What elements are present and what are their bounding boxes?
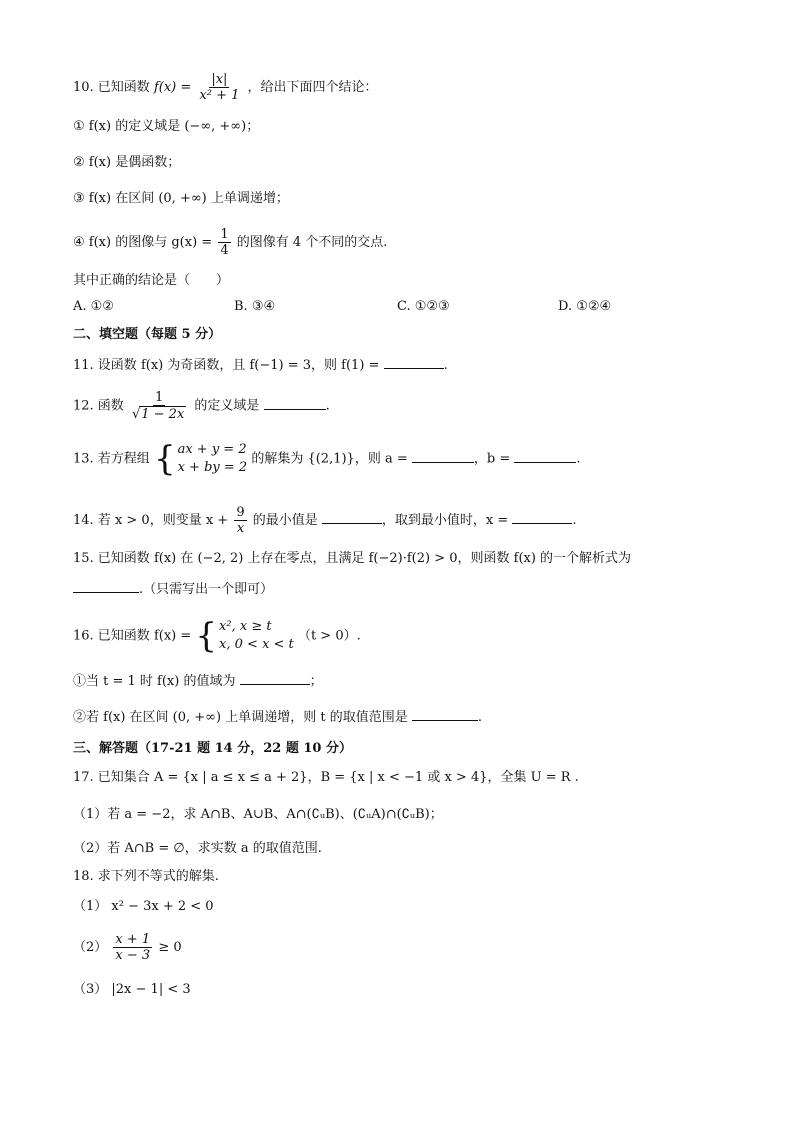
q10-option-d: D. ①②④ (558, 299, 612, 314)
q13-brace: { (153, 439, 176, 479)
q12-suffix: 的定义域是 (194, 398, 260, 414)
q10-frac-num: |x| (211, 72, 228, 87)
q15-line-2-text: .（只需写出一个即可） (139, 582, 274, 597)
q14-num: 9 (236, 505, 245, 520)
q18-sub-2-den: x − 3 (115, 948, 151, 963)
q11-text: 11. 设函数 f(x) 为奇函数，且 f(−1) = 3，则 f(1) = (73, 358, 380, 373)
q13: 13. 若方程组 { ax + y = 2 x + by = 2 的解集为 {(2,1)}，则 a = ，b = . (73, 439, 581, 479)
q12-fraction (130, 390, 188, 422)
q11: 11. 设函数 f(x) 为奇函数，且 f(−1) = 3，则 f(1) = . (73, 354, 448, 376)
q14-fraction (234, 505, 246, 536)
q12-blank (264, 395, 326, 410)
q10-conclusion-4 (73, 227, 387, 258)
q18-sub-2-suffix: ≥ 0 (158, 940, 182, 955)
q16-suffix: （t > 0）. (297, 628, 361, 644)
q15-line-1: 15. 已知函数 f(x) 在 (−2, 2) 上存在零点，且满足 f(−2)·f(2) > 0，则函数 f(x) 的一个解析式为 (73, 551, 632, 566)
q10-option-c: C. ①②③ (397, 299, 450, 314)
q12-den: 1 − 2x (141, 407, 185, 422)
q16-sub-1: ①当 t = 1 时 f(x) 的值域为 ； (73, 670, 323, 692)
q13-row-2: x + by = 2 (177, 460, 248, 475)
q18-sub-3: （3） |2x − 1| < 3 (73, 982, 191, 997)
q14: 14. 若 x > 0，则变量 x + $\frac{9}{x}$ 的最小值是 ，取到最小值时，x = . (73, 505, 577, 536)
q15-blank (73, 578, 139, 593)
q16-brace: { (195, 616, 218, 656)
q14-prefix: 14. 若 x > 0，则变量 x + (73, 513, 229, 528)
q10-option-a: A. ①② (73, 299, 114, 314)
q18-sub-1: （1） x² − 3x + 2 < 0 (73, 899, 214, 914)
q13-row-1: ax + y = 2 (177, 442, 247, 457)
q10-ask: 其中正确的结论是（ ） (73, 273, 230, 288)
q13-sep: ，b = (473, 451, 511, 467)
q10-conclusion-2: ② f(x) 是偶函数； (73, 155, 181, 170)
q10-c4-num: 1 (220, 227, 229, 242)
q16-blank-1 (240, 670, 310, 685)
q10-c4-prefix: ④ f(x) 的图像与 g(x) = (73, 235, 213, 250)
q10-frac-den: x² + 1 (199, 88, 240, 103)
q16-piecewise (195, 618, 293, 654)
q12-num: 1 (154, 390, 164, 405)
q10-suffix: ，给出下面四个结论： (247, 80, 378, 95)
q10-c4-den: 4 (220, 243, 229, 258)
q16-row-2: x, 0 < x < t (219, 637, 294, 652)
q10-conclusion-3: ③ f(x) 在区间 (0, +∞) 上单调递增； (73, 191, 289, 206)
q17-stem: 17. 已知集合 A = {x | a ≤ x ≤ a + 2}，B = {x | x < −1 或 x > 4}，全集 U = R . (73, 770, 579, 785)
q10-option-b: B. ③④ (234, 299, 276, 314)
q10-c4-suffix: 的图像有 4 个不同的交点. (236, 235, 388, 250)
section-3-heading: 三、解答题（17-21 题 14 分，22 题 10 分） (73, 741, 353, 756)
q16-sub-2: ②若 f(x) 在区间 (0, +∞) 上单调递增，则 t 的取值范围是 . (73, 706, 482, 728)
q17-sub-1: （1）若 a = −2，求 A∩B、A∪B、A∩(∁ᵤB)、(∁ᵤA)∩(∁ᵤB)； (73, 807, 443, 822)
q18-sub-2-num: x + 1 (115, 932, 151, 947)
q16-blank-2 (412, 706, 478, 721)
q11-blank (384, 354, 444, 369)
q12-den-wrap: √1 − 2x (131, 407, 185, 422)
q13-blank-a (412, 448, 474, 463)
q10-stem (73, 72, 378, 103)
q16-sub-2-text: ②若 f(x) 在区间 (0, +∞) 上单调递增，则 t 的取值范围是 (73, 710, 408, 725)
q15-line-2 (73, 578, 273, 600)
q14-mid2: ，取到最小值时，x = (381, 513, 509, 528)
q16-sub-1-text: ①当 t = 1 时 f(x) 的值域为 (73, 674, 236, 689)
q16 (73, 618, 361, 654)
q10-conclusion-1: ① f(x) 的定义域是 (−∞, +∞)； (73, 119, 260, 134)
q10-fraction (197, 72, 241, 103)
q18-sub-2 (73, 932, 182, 963)
q18-sub-2-prefix: （2） (73, 940, 108, 955)
q12: 12. 函数 $\frac{1}{√1 - 2x}$ 的定义域是 . (73, 390, 330, 422)
q10-function: f(x) = (153, 80, 192, 95)
q17-sub-2: （2）若 A∩B = ∅，求实数 a 的取值范围. (73, 841, 322, 856)
q16-prefix: 16. 已知函数 f(x) = (73, 628, 192, 644)
q13-prefix: 13. 若方程组 (73, 451, 150, 467)
q16-row-1: x², x ≥ t (219, 619, 272, 634)
q18-sub-2-fraction (113, 932, 152, 963)
q13-mid: 的解集为 {(2,1)}，则 a = (251, 451, 408, 467)
q10-prefix: 10. 已知函数 (73, 80, 150, 95)
q14-blank-1 (322, 509, 382, 524)
q10-c4-fraction (218, 227, 230, 258)
q14-mid: 的最小值是 (252, 513, 318, 528)
q12-prefix: 12. 函数 (73, 398, 124, 414)
q14-den: x (236, 521, 245, 536)
q13-blank-b (514, 448, 576, 463)
q13-system (154, 441, 247, 477)
q14-blank-2 (512, 509, 572, 524)
section-2-heading: 二、填空题（每题 5 分） (73, 327, 222, 342)
q18-stem: 18. 求下列不等式的解集. (73, 869, 219, 884)
